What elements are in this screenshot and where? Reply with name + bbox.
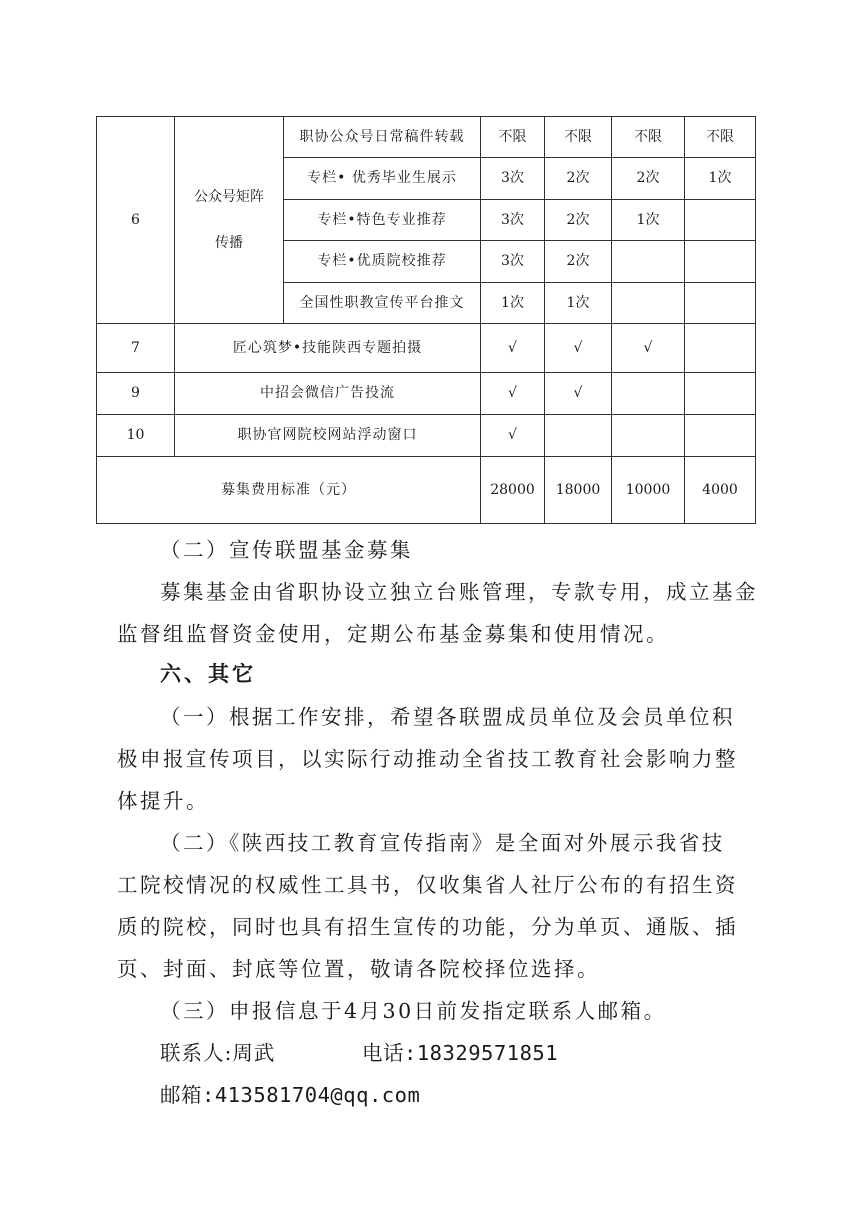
paragraph-line: （二）《陕西技工教育宣传指南》是全面对外展示我省技 bbox=[160, 831, 725, 855]
paragraph-line: 募集基金由省职协设立独立台账管理，专款专用，成立基金 bbox=[160, 580, 758, 604]
fee-tier4: 4000 bbox=[685, 457, 756, 524]
paragraph-line: （一）根据工作安排，希望各联盟成员单位及会员单位积 bbox=[160, 705, 735, 729]
tier3-cell bbox=[612, 415, 685, 457]
tier4-cell bbox=[685, 324, 756, 373]
tier4-cell bbox=[685, 415, 756, 457]
contact-person: 联系人:周武 bbox=[160, 1041, 276, 1065]
tier4-cell: 不限 bbox=[685, 117, 756, 158]
category-line: 公众号矩阵 bbox=[194, 189, 264, 205]
section-title: 六、其它 bbox=[160, 661, 256, 686]
paragraph-line: 页、封面、封底等位置，敬请各院校择位选择。 bbox=[117, 957, 600, 981]
row-number: 6 bbox=[97, 117, 175, 324]
tier3-cell: 不限 bbox=[612, 117, 685, 158]
fee-tier1: 28000 bbox=[481, 457, 545, 524]
paragraph-line: 工院校情况的权威性工具书，仅收集省人社厅公布的有招生资 bbox=[117, 873, 738, 897]
paragraph-line: （三）申报信息于4月30日前发指定联系人邮箱。 bbox=[160, 999, 667, 1023]
tier1-cell: √ bbox=[481, 324, 545, 373]
tier3-cell: 1次 bbox=[612, 200, 685, 241]
subsection-title: （二）宣传联盟基金募集 bbox=[160, 538, 413, 562]
item-cell: 专栏•特色专业推荐 bbox=[284, 200, 481, 241]
tier2-cell: 1次 bbox=[545, 283, 612, 324]
paragraph-line: 质的院校，同时也具有招生宣传的功能，分为单页、通版、插 bbox=[117, 915, 738, 939]
item-cell: 职协公众号日常稿件转载 bbox=[284, 117, 481, 158]
tier1-cell: 1次 bbox=[481, 283, 545, 324]
tier2-cell bbox=[545, 415, 612, 457]
fee-tier3: 10000 bbox=[612, 457, 685, 524]
paragraph-line: 监督组监督资金使用，定期公布基金募集和使用情况。 bbox=[117, 622, 669, 646]
tier3-cell bbox=[612, 373, 685, 415]
contact-phone: 电话:18329571851 bbox=[362, 1041, 559, 1065]
item-cell: 专栏•优质院校推荐 bbox=[284, 241, 481, 283]
tier4-cell bbox=[685, 283, 756, 324]
contact-email: 邮箱:413581704@qq.com bbox=[160, 1083, 421, 1107]
tier3-cell bbox=[612, 283, 685, 324]
tier1-cell: 不限 bbox=[481, 117, 545, 158]
tier2-cell: 2次 bbox=[545, 158, 612, 200]
item-cell: 全国性职教宣传平台推文 bbox=[284, 283, 481, 324]
tier1-cell: 3次 bbox=[481, 158, 545, 200]
tier2-cell: √ bbox=[545, 324, 612, 373]
tier4-cell bbox=[685, 200, 756, 241]
paragraph-line: 体提升。 bbox=[117, 789, 209, 813]
tier3-cell: 2次 bbox=[612, 158, 685, 200]
fee-label: 募集费用标准（元） bbox=[97, 457, 481, 524]
tier4-cell bbox=[685, 241, 756, 283]
row-number: 9 bbox=[97, 373, 175, 415]
row-number: 10 bbox=[97, 415, 175, 457]
paragraph-line: 极申报宣传项目，以实际行动推动全省技工教育社会影响力整 bbox=[117, 747, 738, 771]
tier3-cell bbox=[612, 241, 685, 283]
tier1-cell: 3次 bbox=[481, 241, 545, 283]
fee-tier2: 18000 bbox=[545, 457, 612, 524]
tier2-cell: √ bbox=[545, 373, 612, 415]
item-cell: 专栏• 优秀毕业生展示 bbox=[284, 158, 481, 200]
category-line: 传播 bbox=[215, 235, 243, 251]
tier2-cell: 不限 bbox=[545, 117, 612, 158]
table-row bbox=[97, 117, 756, 158]
tier2-cell: 2次 bbox=[545, 241, 612, 283]
item-cell: 职协官网院校网站浮动窗口 bbox=[175, 415, 481, 457]
table-row bbox=[97, 373, 756, 415]
table-row bbox=[97, 324, 756, 373]
tier2-cell: 2次 bbox=[545, 200, 612, 241]
item-cell: 中招会微信广告投流 bbox=[175, 373, 481, 415]
tier3-cell: √ bbox=[612, 324, 685, 373]
table-row bbox=[97, 415, 756, 457]
tier4-cell: 1次 bbox=[685, 158, 756, 200]
tier1-cell: 3次 bbox=[481, 200, 545, 241]
item-cell: 匠心筑梦•技能陕西专题拍摄 bbox=[175, 324, 481, 373]
tier1-cell: √ bbox=[481, 415, 545, 457]
tier4-cell bbox=[685, 373, 756, 415]
fee-table bbox=[96, 116, 756, 524]
fee-row bbox=[97, 457, 756, 524]
tier1-cell: √ bbox=[481, 373, 545, 415]
row-number: 7 bbox=[97, 324, 175, 373]
category-cell bbox=[175, 117, 284, 324]
